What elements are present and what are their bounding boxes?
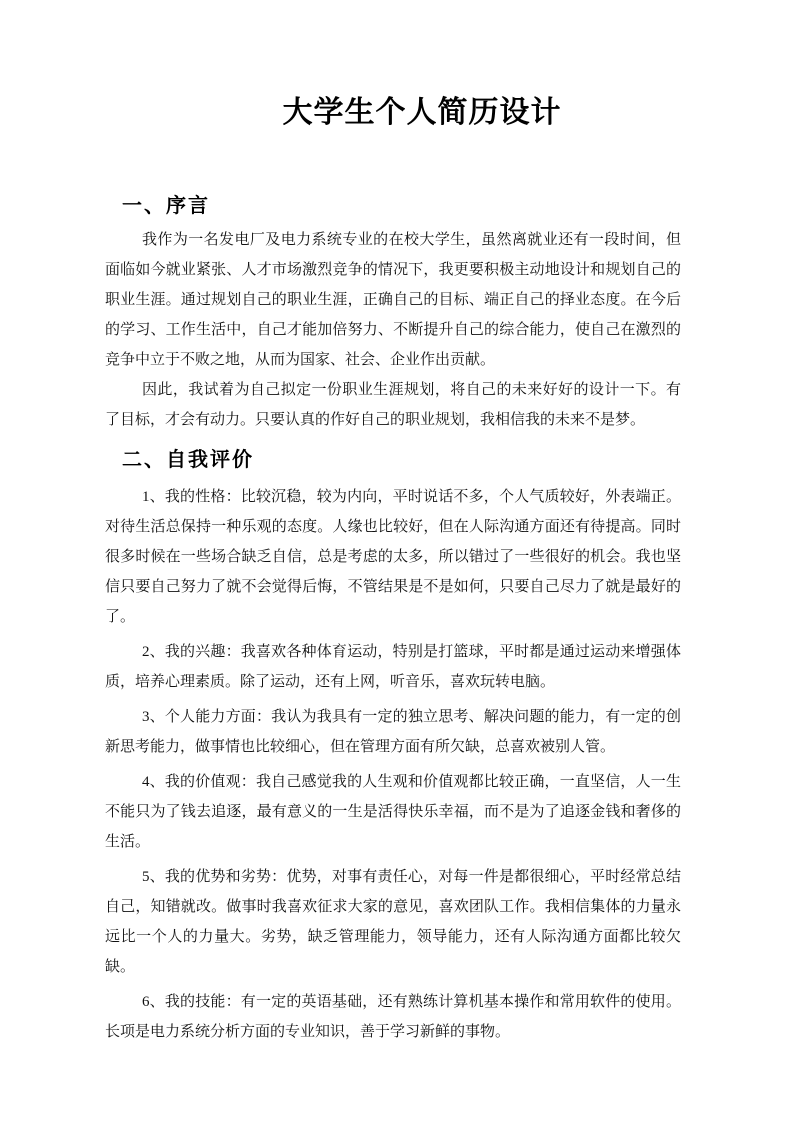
preface-paragraph-2: 因此，我试着为自己拟定一份职业生涯规划，将自己的未来好好的设计一下。有了目标，才会有动力。只要认真的作好自己的职业规划，我相信我的未来不是梦。 — [105, 382, 681, 428]
self-evaluation-item-3-abilities: 3、个人能力方面：我认为我具有一定的独立思考、解决问题的能力，有一定的创新思考能力，做事情也比较细心，但在管理方面有所欠缺，总喜欢被别人管。 — [105, 709, 681, 755]
self-evaluation-item-2-interests: 2、我的兴趣：我喜欢各种体育运动，特别是打篮球，平时都是通过运动来增强体质，培养心理素质。除了运动，还有上网，听音乐，喜欢玩转电脑。 — [105, 644, 681, 690]
document-title: 大学生个人简历设计 — [282, 96, 562, 129]
section-preface — [105, 192, 681, 435]
self-evaluation-item-1-personality: 1、我的性格：比较沉稳，较为内向，平时说话不多，个人气质较好，外表端正。对待生活总保持一种乐观的态度。人缘也比较好，但在人际沟通方面还有待提高。同时很多时候在一些场合缺乏自信，总是考虑的太多，所以错过了一些很好的机会。我也坚信只要自己努力了就不会觉得后悔，不管结果是不是如何，只要自己尽力了就是最好的了。 — [105, 489, 681, 625]
self-evaluation-item-5-strengths-weaknesses: 5、我的优势和劣势：优势，对事有责任心，对每一件是都很细心，平时经常总结自己，知错就改。做事时我喜欢征求大家的意见，喜欢团队工作。我相信集体的力量永远比一个人的力量大。劣势，缺乏管理能力，领导能力，还有人际沟通方面都比较欠缺。 — [105, 869, 681, 975]
section-preface-heading: 一、序言 — [122, 195, 210, 217]
section-self-evaluation-heading: 二、自我评价 — [122, 449, 254, 471]
section-self-evaluation — [105, 446, 681, 1047]
preface-paragraph-1: 我作为一名发电厂及电力系统专业的在校大学生，虽然离就业还有一段时间，但面临如今就业紧张、人才市场激烈竞争的情况下，我更要积极主动地设计和规划自己的职业生涯。通过规划自己的职业生涯，正确自己的目标、端正自己的择业态度。在今后的学习、工作生活中，自己才能加倍努力、不断提升自己的综合能力，使自己在激烈的竞争中立于不败之地，从而为国家、社会、企业作出贡献。 — [105, 232, 681, 368]
self-evaluation-item-6-skills: 6、我的技能：有一定的英语基础，还有熟练计算机基本操作和常用软件的使用。长项是电力系统分析方面的专业知识，善于学习新鲜的事物。 — [105, 994, 681, 1040]
self-evaluation-item-4-values: 4、我的价值观：我自己感觉我的人生观和价值观都比较正确，一直坚信，人一生不能只为了钱去追逐，最有意义的一生是活得快乐幸福，而不是为了追逐金钱和奢侈的生活。 — [105, 774, 681, 850]
